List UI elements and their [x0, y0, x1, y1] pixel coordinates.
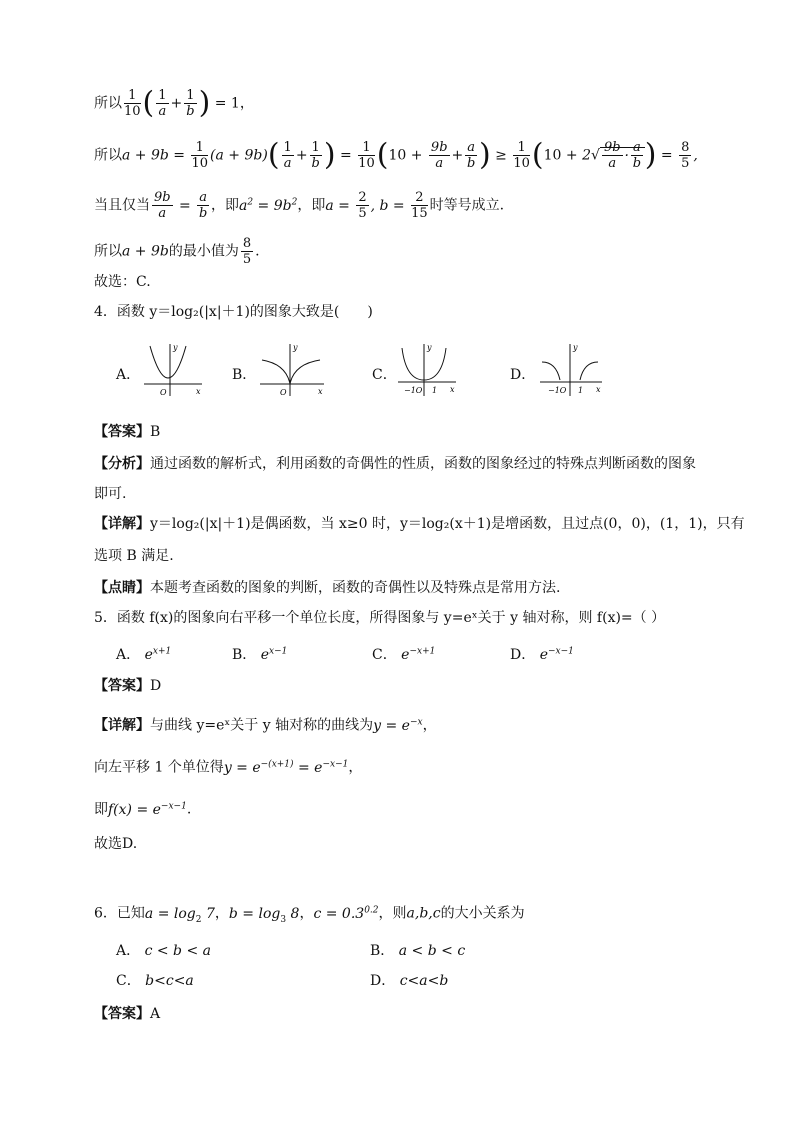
line2-prefix: 所以 — [94, 147, 122, 164]
analysis-text-1: 通过函数的解析式，利用函数的奇偶性的性质，函数的图象经过的特殊点判断函数的图象 — [150, 456, 696, 472]
q4-option-d-label: D． — [510, 367, 536, 383]
line1-suffix: = 1， — [214, 95, 254, 112]
q4-analysis-2: 即可. — [94, 486, 127, 502]
q4-comment — [94, 578, 560, 598]
q5-option-d: D． $e^{-x-1}$ — [510, 646, 574, 663]
axis-y-label: y — [173, 343, 178, 352]
q6-option-b: B． a < b < c — [370, 943, 466, 959]
q6-stem: 6．已知$a = \log_2 7$，$b = \log_3 8$，$c = 0.3^{0.2}$，则a,b,c的大小关系为 — [94, 905, 525, 925]
detail-text-1: y＝log₂(|x|＋1)是偶函数，当 x≥0 时，y＝log₂(x＋1)是增函数，且过点(0，0)，(1，1)，只有 — [150, 516, 745, 532]
q6-answer: 【答案】A — [94, 1006, 161, 1022]
solution-line-2: 所以a + 9b = $\frac{1}{10}$ (a + 9b)( $\frac{1}{a}$ + $\frac{1}{b}$ ) = $\frac{1}{10}$ (10 + $\frac{9b}{a}$ + $\frac{a}{b}$ ) ≥ $\frac{1}{10}$ (10 + 2√ $\frac{9b}{a}$ · $\frac{a}{b}$ ) = $\frac{8}{5}$ , — [94, 137, 698, 173]
comment-text: 本题考查函数的图象的判断，函数的奇偶性以及特殊点是常用方法. — [150, 580, 561, 596]
origin-label: O — [280, 388, 287, 397]
neg1-origin-label: −1O — [404, 386, 423, 395]
q4-option-a-label: A． — [116, 367, 141, 383]
q4-option-b-label: B． — [232, 367, 257, 383]
solution-line-4: 所以a + 9b的最小值为 $\frac{8}{5}$ . — [94, 236, 260, 267]
line1-prefix: 所以 — [94, 95, 122, 112]
q6-option-a: A． c < b < a — [116, 943, 211, 959]
q5-option-a: A． $e^{x+1}$ — [116, 646, 172, 663]
q4-graph-d — [536, 340, 606, 398]
neg1-origin-label: −1O — [548, 386, 567, 395]
line3-mid1: ，即 — [211, 197, 239, 214]
q5-detail: 【详解】与曲线 y=eˣ关于 y 轴对称的曲线为$y = e^{-x}$， — [94, 717, 437, 734]
q5-option-b: B． $e^{x-1}$ — [232, 646, 288, 663]
answer-value: B — [150, 424, 161, 440]
axis-x-label: x — [450, 385, 455, 394]
line3-prefix: 当且仅当 — [94, 197, 150, 214]
axis-x-label: x — [196, 387, 201, 396]
q6-option-d: D． c<a<b — [370, 973, 449, 989]
tick-1-label: 1 — [578, 386, 584, 395]
answer-tag: 【答案】 — [94, 424, 150, 440]
q5-option-c: C． $e^{-x+1}$ — [372, 646, 436, 663]
frac-1-10: $\frac{1}{10}$ — [124, 88, 141, 119]
line3-suffix: 时等号成立. — [429, 197, 505, 214]
axis-y-label: y — [427, 343, 432, 352]
q4-answer — [94, 422, 160, 442]
q5-detail-4: 故选D. — [94, 836, 138, 852]
line5: 故选：C. — [94, 274, 151, 290]
q4-graph-a — [140, 340, 206, 398]
line4-prefix: 所以 — [94, 243, 122, 260]
solution-line-1: 所以 $\frac{1}{10}$ ( $\frac{1}{a}$ + $\frac{1}{b}$ ) = 1， — [94, 85, 254, 121]
q5-detail-3: 即$f(x) = e^{-x-1}$. — [94, 801, 192, 818]
q4-detail-2: 选项 B 满足. — [94, 548, 174, 564]
q4-option-c-label: C． — [372, 367, 397, 383]
line3-mid2: ，即 — [297, 197, 326, 214]
q4-graph-b — [256, 340, 328, 398]
axis-y-label: y — [293, 343, 298, 352]
tick-1-label: 1 — [432, 386, 438, 395]
axis-x-label: x — [318, 387, 323, 396]
axis-y-label: y — [573, 343, 578, 352]
q4-stem: 4．函数 y＝log₂(|x|＋1)的图象大致是( ) — [94, 304, 373, 320]
line4-mid: 的最小值为 — [168, 243, 239, 260]
q4-analysis — [94, 454, 696, 474]
q5-detail-2: 向左平移 1 个单位得$y = e^{-(x+1)} = e^{-x-1}$， — [94, 759, 363, 776]
solution-line-3: 当且仅当 $\frac{9b}{a}$ = $\frac{a}{b}$ ，即$a^2 = 9b^2$，即a = $\frac{2}{5}$ , b = $\frac{2}{15}$ 时等号成立. — [94, 190, 505, 221]
axis-x-label: x — [596, 385, 601, 394]
origin-label: O — [160, 388, 167, 397]
q6-option-c: C． b<c<a — [116, 973, 194, 989]
detail-tag: 【详解】 — [94, 516, 150, 532]
comment-tag: 【点睛】 — [94, 580, 150, 596]
q5-stem: 5．函数 f(x)的图象向右平移一个单位长度，所得图象与 y=eˣ关于 y 轴对称，则 f(x)=（ ） — [94, 610, 666, 626]
q4-detail — [94, 514, 745, 534]
analysis-tag: 【分析】 — [94, 456, 150, 472]
q5-answer: 【答案】D — [94, 678, 162, 694]
q4-graph-c — [394, 340, 460, 398]
